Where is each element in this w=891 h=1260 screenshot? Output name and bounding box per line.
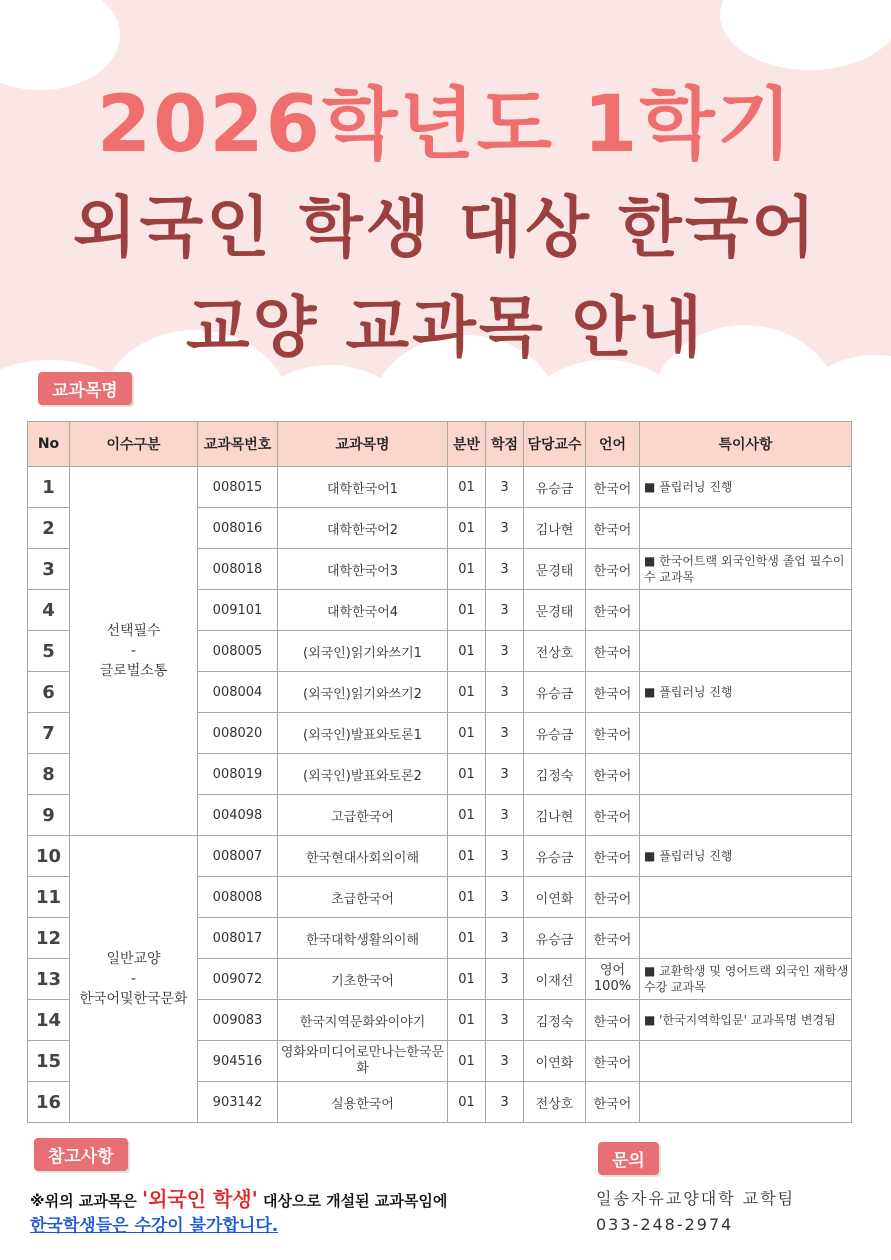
course-code-cell: 008017 (198, 918, 278, 959)
row-number-cell: 9 (28, 795, 70, 836)
language-cell: 한국어 (586, 631, 640, 672)
category-line: 한국어및한국문화 (79, 991, 188, 1007)
language-cell: 한국어 (586, 877, 640, 918)
course-code-cell: 904516 (198, 1041, 278, 1082)
professor-cell: 문경태 (524, 549, 586, 590)
note-cell (640, 1041, 852, 1082)
course-code-cell: 008008 (198, 877, 278, 918)
reference-tag: 참고사항 (34, 1138, 128, 1171)
credit-cell: 3 (486, 590, 524, 631)
section-cell: 01 (448, 631, 486, 672)
course-code-cell: 008015 (198, 467, 278, 508)
row-number-cell: 8 (28, 754, 70, 795)
language-cell: 한국어 (586, 590, 640, 631)
contact-office: 일송자유교양대학 교학팀 (596, 1189, 796, 1208)
course-code-cell: 008016 (198, 508, 278, 549)
professor-cell: 김나현 (524, 508, 586, 549)
cloud-decoration (720, 0, 891, 70)
language-cell: 한국어 (586, 836, 640, 877)
course-code-cell: 008007 (198, 836, 278, 877)
section-cell: 01 (448, 795, 486, 836)
credit-cell: 3 (486, 713, 524, 754)
section-cell: 01 (448, 918, 486, 959)
language-cell: 한국어 (586, 467, 640, 508)
language-cell: 한국어 (586, 1000, 640, 1041)
professor-cell: 김정숙 (524, 1000, 586, 1041)
table-row (28, 467, 852, 508)
credit-cell: 3 (486, 754, 524, 795)
course-table (27, 421, 852, 1123)
row-number-cell: 6 (28, 672, 70, 713)
note-cell (640, 918, 852, 959)
course-code-cell: 008020 (198, 713, 278, 754)
language-cell: 영어 100% (586, 959, 640, 1000)
credit-cell: 3 (486, 549, 524, 590)
course-name-cell: (외국인)발표와토론2 (278, 754, 448, 795)
note-cell: ■ 한국어트랙 외국인학생 졸업 필수이수 교과목 (640, 549, 852, 590)
professor-cell: 유승금 (524, 836, 586, 877)
row-number-cell: 10 (28, 836, 70, 877)
category-cell (70, 467, 198, 836)
reference-warning-link[interactable]: 한국학생들은 수강이 불가합니다. (30, 1216, 279, 1236)
section-cell: 01 (448, 754, 486, 795)
language-cell: 한국어 (586, 795, 640, 836)
row-number-cell: 13 (28, 959, 70, 1000)
row-number-cell: 12 (28, 918, 70, 959)
credit-cell: 3 (486, 836, 524, 877)
note-cell (640, 754, 852, 795)
contact-phone: 033-248-2974 (596, 1215, 734, 1234)
category-line: - (130, 971, 137, 987)
reference-highlight: '외국인 학생' (141, 1187, 258, 1211)
language-cell: 한국어 (586, 508, 640, 549)
section-cell: 01 (448, 590, 486, 631)
note-cell: ■ 교환학생 및 영어트랙 외국인 재학생 수강 교과목 (640, 959, 852, 1000)
course-code-cell: 008019 (198, 754, 278, 795)
section-cell: 01 (448, 713, 486, 754)
row-number-cell: 7 (28, 713, 70, 754)
language-cell: 한국어 (586, 672, 640, 713)
language-cell: 한국어 (586, 1082, 640, 1123)
section-cell: 01 (448, 549, 486, 590)
section-cell: 01 (448, 672, 486, 713)
credit-cell: 3 (486, 918, 524, 959)
language-cell: 한국어 (586, 918, 640, 959)
hero-banner (0, 0, 891, 430)
credit-cell: 3 (486, 795, 524, 836)
section-cell: 01 (448, 467, 486, 508)
page-title-main: 외국인 학생 대상 한국어 (72, 189, 819, 266)
row-number-cell: 3 (28, 549, 70, 590)
note-cell (640, 877, 852, 918)
professor-cell: 김정숙 (524, 754, 586, 795)
credit-cell: 3 (486, 1082, 524, 1123)
header-category: 이수구분 (70, 422, 198, 467)
section-cell: 01 (448, 1082, 486, 1123)
course-name-cell: 한국지역문화와이야기 (278, 1000, 448, 1041)
note-cell: ■ 플립러닝 진행 (640, 672, 852, 713)
section-cell: 01 (448, 877, 486, 918)
note-cell: ■ 플립러닝 진행 (640, 836, 852, 877)
row-number-cell: 16 (28, 1082, 70, 1123)
row-number-cell: 15 (28, 1041, 70, 1082)
note-cell (640, 795, 852, 836)
course-code-cell: 009072 (198, 959, 278, 1000)
section-cell: 01 (448, 1041, 486, 1082)
note-cell (640, 631, 852, 672)
category-line: - (130, 643, 137, 659)
section-cell: 01 (448, 959, 486, 1000)
category-line: 일반교양 (106, 951, 161, 967)
language-cell: 한국어 (586, 713, 640, 754)
header-credit: 학점 (486, 422, 524, 467)
credit-cell: 3 (486, 672, 524, 713)
credit-cell: 3 (486, 959, 524, 1000)
course-code-cell: 008018 (198, 549, 278, 590)
header-language: 언어 (586, 422, 640, 467)
course-name-cell: 대학한국어4 (278, 590, 448, 631)
professor-cell: 문경태 (524, 590, 586, 631)
page-title-sub: 교양 교과목 안내 (185, 289, 706, 366)
language-cell: 한국어 (586, 1041, 640, 1082)
row-number-cell: 14 (28, 1000, 70, 1041)
header-no: No (28, 422, 70, 467)
note-cell (640, 508, 852, 549)
course-code-cell: 009101 (198, 590, 278, 631)
course-name-cell: 대학한국어3 (278, 549, 448, 590)
course-code-cell: 008004 (198, 672, 278, 713)
course-name-cell: 기초한국어 (278, 959, 448, 1000)
note-cell (640, 1082, 852, 1123)
course-name-cell: (외국인)읽기와쓰기1 (278, 631, 448, 672)
course-name-cell: 대학한국어2 (278, 508, 448, 549)
language-cell: 한국어 (586, 549, 640, 590)
reference-note (30, 1183, 447, 1212)
professor-cell: 유승금 (524, 672, 586, 713)
professor-cell: 이연화 (524, 877, 586, 918)
header-notes: 특이사항 (640, 422, 852, 467)
header-section: 분반 (448, 422, 486, 467)
professor-cell: 이재선 (524, 959, 586, 1000)
note-cell (640, 713, 852, 754)
section-cell: 01 (448, 508, 486, 549)
course-name-cell: (외국인)발표와토론1 (278, 713, 448, 754)
course-code-cell: 903142 (198, 1082, 278, 1123)
course-code-cell: 004098 (198, 795, 278, 836)
contact-tag: 문의 (598, 1142, 659, 1175)
category-line: 선택필수 (106, 623, 161, 639)
note-cell: ■ '한국지역학입문' 교과목명 변경됨 (640, 1000, 852, 1041)
professor-cell: 김나현 (524, 795, 586, 836)
professor-cell: 전상호 (524, 1082, 586, 1123)
course-name-cell: 실용한국어 (278, 1082, 448, 1123)
page-title-year: 2026학년도 1학기 (96, 80, 795, 170)
professor-cell: 유승금 (524, 918, 586, 959)
note-cell: ■ 플립러닝 진행 (640, 467, 852, 508)
header-name: 교과목명 (278, 422, 448, 467)
row-number-cell: 11 (28, 877, 70, 918)
section-cell: 01 (448, 836, 486, 877)
professor-cell: 이연화 (524, 1041, 586, 1082)
reference-suffix: 대상으로 개설된 교과목임에 (257, 1192, 448, 1210)
course-name-cell: 고급한국어 (278, 795, 448, 836)
section-cell: 01 (448, 1000, 486, 1041)
header-code: 교과목번호 (198, 422, 278, 467)
row-number-cell: 1 (28, 467, 70, 508)
table-row (28, 836, 852, 877)
course-code-cell: 008005 (198, 631, 278, 672)
course-name-cell: 초급한국어 (278, 877, 448, 918)
credit-cell: 3 (486, 1041, 524, 1082)
course-name-cell: 한국대학생활의이해 (278, 918, 448, 959)
note-cell (640, 590, 852, 631)
language-cell: 한국어 (586, 754, 640, 795)
row-number-cell: 4 (28, 590, 70, 631)
header-professor: 담당교수 (524, 422, 586, 467)
table-header-row (28, 422, 852, 467)
credit-cell: 3 (486, 508, 524, 549)
course-name-cell: (외국인)읽기와쓰기2 (278, 672, 448, 713)
course-name-cell: 대학한국어1 (278, 467, 448, 508)
credit-cell: 3 (486, 1000, 524, 1041)
professor-cell: 유승금 (524, 467, 586, 508)
reference-prefix: ※위의 교과목은 (30, 1192, 142, 1210)
course-name-cell: 영화와미디어로만나는한국문화 (278, 1041, 448, 1082)
row-number-cell: 2 (28, 508, 70, 549)
professor-cell: 전상호 (524, 631, 586, 672)
credit-cell: 3 (486, 631, 524, 672)
course-name-cell: 한국현대사회의이해 (278, 836, 448, 877)
professor-cell: 유승금 (524, 713, 586, 754)
course-code-cell: 009083 (198, 1000, 278, 1041)
category-cell (70, 836, 198, 1123)
category-line: 글로벌소통 (99, 663, 168, 679)
credit-cell: 3 (486, 467, 524, 508)
row-number-cell: 5 (28, 631, 70, 672)
section-tag-courses: 교과목명 (38, 372, 132, 405)
credit-cell: 3 (486, 877, 524, 918)
